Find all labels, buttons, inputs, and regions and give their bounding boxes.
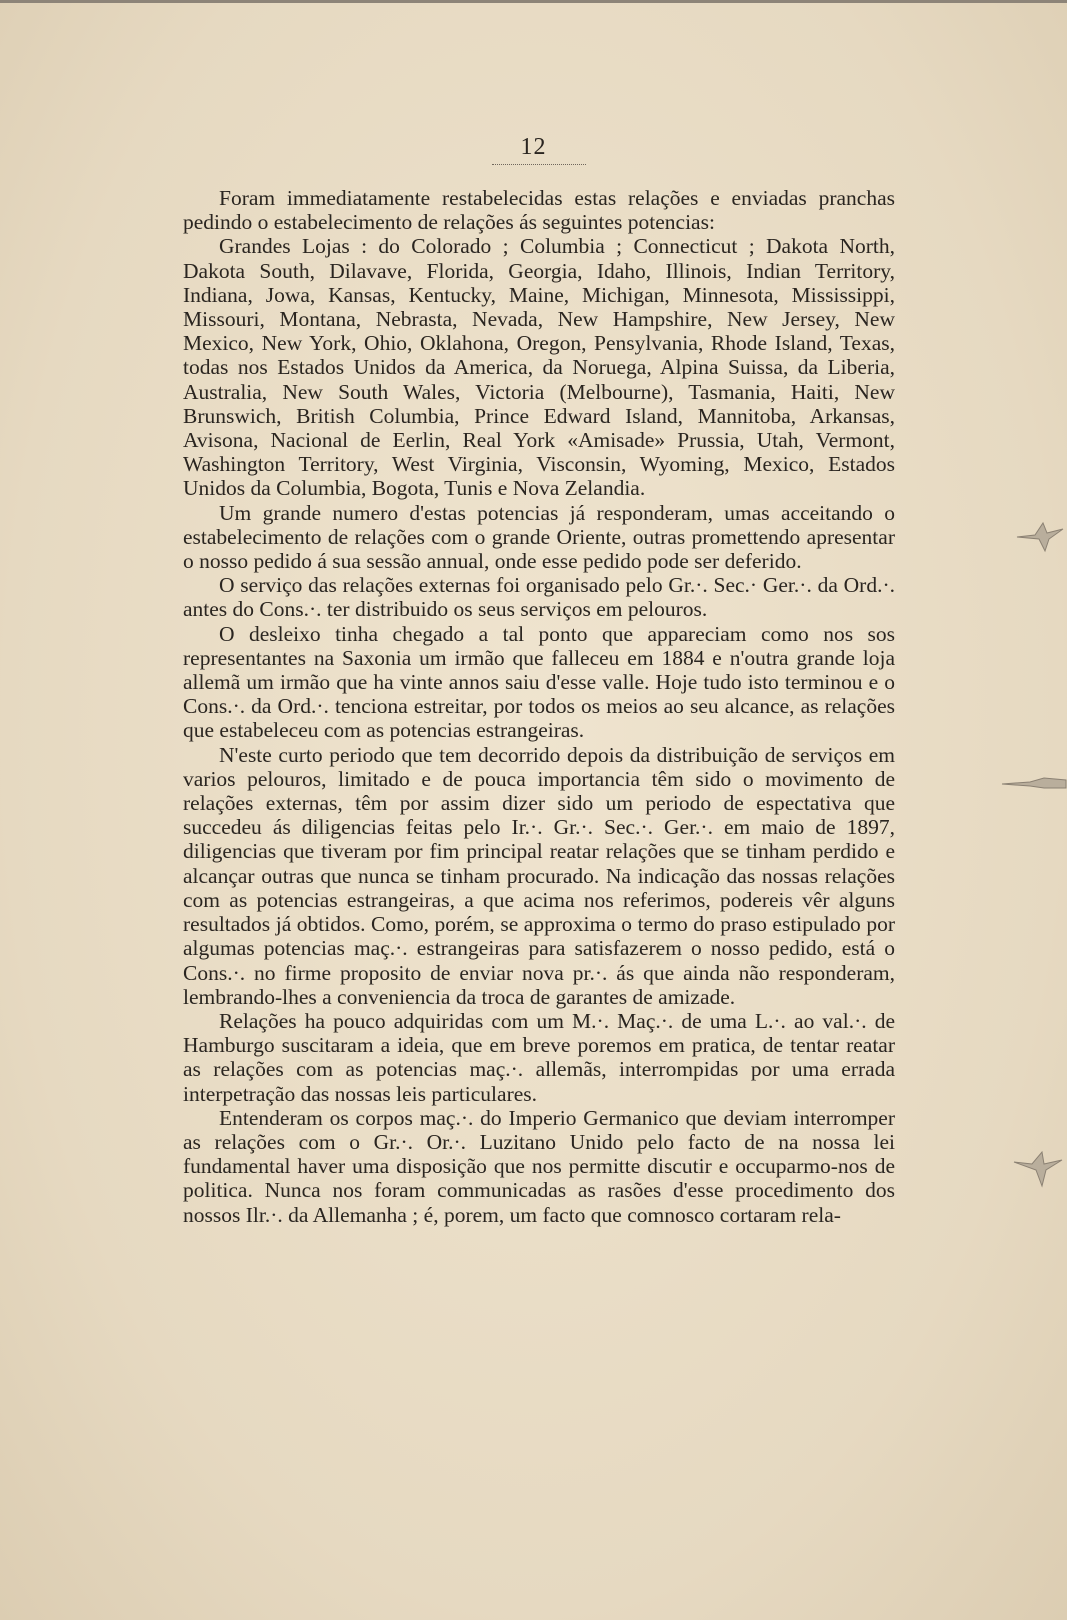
body-text [183, 186, 895, 1227]
paragraph-1: Foram immediatamente restabelecidas estas relações e enviadas pranchas pedindo o estabelecimento de relações ás seguintes potencias: [183, 186, 895, 235]
paragraph-6: N'este curto periodo que tem decorrido depois da distribuição de serviços em varios pelouros, limitado e de pouca importancia têm sido o movimento de relações externas, têm por assim dizer sido um periodo de espectativa que succedeu ás diligencias feitas pelo Ir.·. Gr.·. Sec.·. Ger.·. em maio de 1897, diligencias que tiveram por fim principal reatar relações que se tinham perdido e alcançar outras que nunca se tinham procurado. Na indicação das nossas relações com as potencias estrangeiras, a que acima nos referimos, podereis vêr alguns resultados já obtidos. Como, porém, se approxima o termo do praso estipulado por algumas potencias maç.·. estrangeiras para satisfazerem o nosso pedido, está o Cons.·. no firme proposito de enviar nova pr.·. ás que ainda não responderam, lembrando-lhes a conveniencia da troca de garantes de amizade. [183, 742, 895, 1009]
paragraph-5: O desleixo tinha chegado a tal ponto que appareciam como nos sos representantes na Saxonia um irmão que falleceu em 1884 e n'outra grande loja allemã um irmão que ha vinte annos saiu d'esse valle. Hoje tudo isto terminou e o Cons.·. da Ord.·. tenciona estreitar, por todos os meios ao seu alcance, as relações que estabeleceu com as potencias estrangeiras. [183, 621, 895, 743]
page-number-rule [492, 164, 586, 165]
page-number: 12 [520, 134, 547, 160]
paragraph-8: Entenderam os corpos maç.·. do Imperio Germanico que deviam interromper as relações com o Gr.·. Or.·. Luzitano Unido pelo facto de na nossa lei fundamental haver uma disposição que nos permitte discutir e occuparmo-nos de politica. Nunca nos foram communicadas as rasões d'esse procedimento dos nossos Ilr.·. da Allemanha ; é, porem, um facto que comnosco cortaram rela- [183, 1105, 895, 1227]
paragraph-7: Relações ha pouco adquiridas com um M.·. Maç.·. de uma L.·. ao val.·. de Hamburgo suscitaram a ideia, que em breve poremos em pratica, de tentar reatar as relações com as potencias maç.·. allemãs, interrompidas por uma errada interpetração das nossas leis particulares. [183, 1008, 895, 1106]
paragraph-3: Um grande numero d'estas potencias já responderam, umas acceitando o estabelecimento de relações com o grande Oriente, outras promettendo apresentar o nosso pedido á sua sessão annual, onde esse pedido pode ser deferido. [183, 500, 895, 574]
page-top-edge [0, 0, 1067, 3]
paragraph-4: O serviço das relações externas foi organisado pelo Gr.·. Sec.· Ger.·. da Ord.·. antes do Cons.·. ter distribuido os seus serviços em pelouros. [183, 573, 895, 622]
paragraph-2: Grandes Lojas : do Colorado ; Columbia ; Connecticut ; Dakota North, Dakota South, Dilavave, Florida, Georgia, Idaho, Illinois, Indian Territory, Indiana, Jowa, Kansas, Kentucky, Maine, Michigan, Minnesota, Mississippi, Missouri, Montana, Nebrasta, Nevada, New Hampshire, New Jersey, New Mexico, New York, Ohio, Oklahona, Oregon, Pensylvania, Rhode Island, Texas, todas nos Estados Unidos da America, da Noruega, Alpina Suissa, da Liberia, Australia, New South Wales, Victoria (Melbourne), Tasmania, Haiti, New Brunswich, British Columbia, Prince Edward Island, Mannitoba, Arkansas, Avisona, Nacional de Eerlin, Real York «Amisade» Prussia, Utah, Vermont, Washington Territory, West Virginia, Visconsin, Wyoming, Mexico, Estados Unidos da Columbia, Bogota, Tunis e Nova Zelandia. [183, 234, 895, 501]
margin-tear-mark-2 [1000, 772, 1067, 796]
margin-tear-mark-1 [1015, 515, 1065, 555]
margin-tear-mark-3 [1012, 1148, 1064, 1188]
